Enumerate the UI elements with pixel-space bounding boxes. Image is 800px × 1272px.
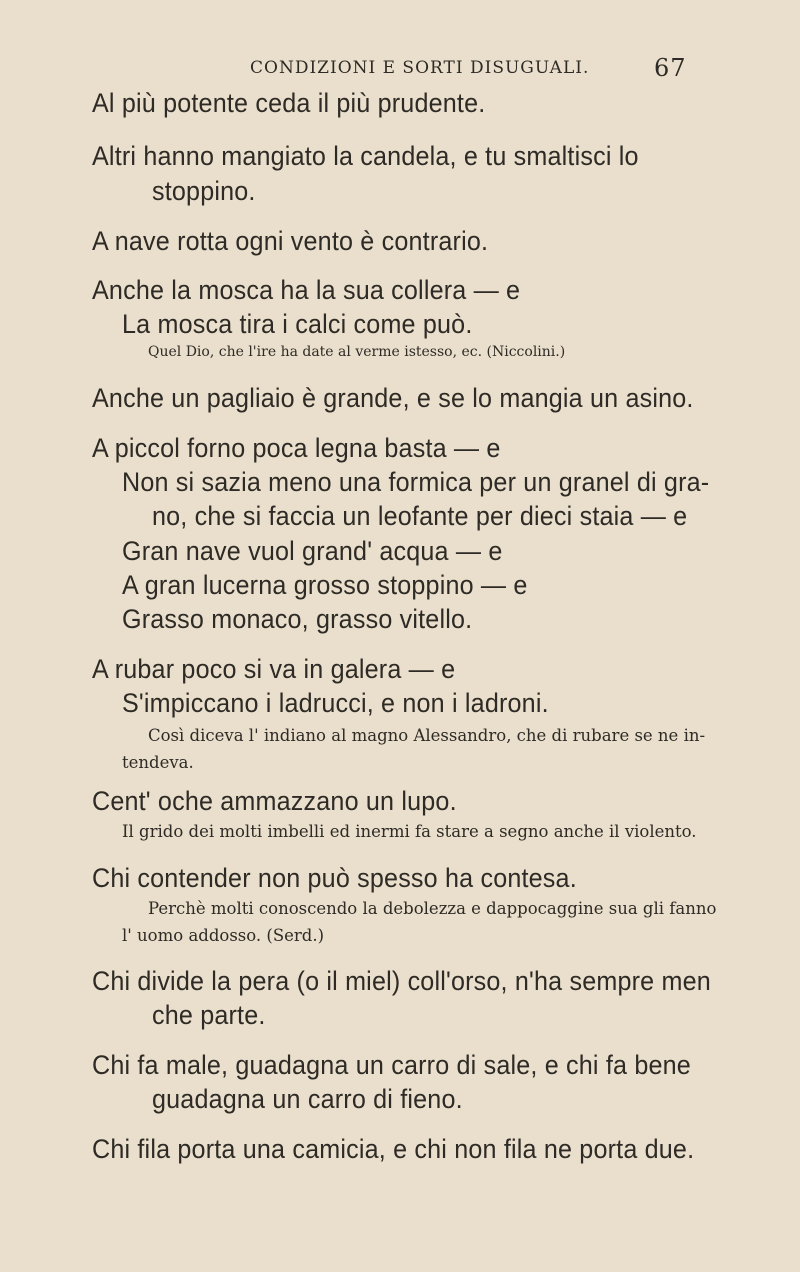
proverb-line: Chi fa male, guadagna un carro di sale, e chi fa bene — [92, 1050, 691, 1080]
proverb-line: guadagna un carro di fieno. — [152, 1084, 463, 1114]
proverb-line: Anche la mosca ha la sua collera — e — [92, 275, 521, 305]
commentary-line: Quel Dio, che l'ire ha date al verme istesso, ec. (Niccolini.) — [148, 344, 566, 360]
proverb-line: Anche un pagliaio è grande, e se lo mangia un asino. — [92, 383, 694, 413]
proverb-line: Chi contender non può spesso ha contesa. — [92, 863, 577, 893]
commentary-line: l' uomo addosso. (Serd.) — [122, 926, 325, 945]
commentary-line: Il grido dei molti imbelli ed inermi fa stare a segno anche il violento. — [122, 822, 697, 841]
commentary-line: Perchè molti conoscendo la debolezza e dappocaggine sua gli fanno — [148, 899, 717, 918]
commentary-line: tendeva. — [122, 753, 194, 772]
proverb-line: Cent' oche ammazzano un lupo. — [92, 786, 457, 816]
proverb-line: Non si sazia meno una formica per un granel di gra- — [122, 467, 710, 497]
proverb-line: A gran lucerna grosso stoppino — e — [122, 570, 528, 600]
proverb-line: stoppino. — [152, 176, 256, 206]
proverb-line: Chi divide la pera (o il miel) coll'orso, n'ha sempre men — [92, 966, 711, 996]
proverb-line: A nave rotta ogni vento è contrario. — [92, 226, 489, 256]
proverb-line: Chi fila porta una camicia, e chi non fila ne porta due. — [92, 1134, 695, 1164]
page-number: 67 — [654, 54, 687, 82]
proverb-line: S'impiccano i ladrucci, e non i ladroni. — [122, 688, 549, 718]
proverb-line: Altri hanno mangiato la candela, e tu smaltisci lo — [92, 141, 639, 171]
proverb-line: no, che si faccia un leofante per dieci staia — e — [152, 501, 688, 531]
proverb-line: A rubar poco si va in galera — e — [92, 654, 456, 684]
proverb-line: A piccol forno poca legna basta — e — [92, 433, 501, 463]
proverb-line: che parte. — [152, 1000, 266, 1030]
proverb-line: Al più potente ceda il più prudente. — [92, 88, 486, 118]
proverb-line: La mosca tira i calci come può. — [122, 309, 473, 339]
header-title: CONDIZIONI E SORTI DISUGUALI. — [250, 58, 590, 78]
proverb-line: Grasso monaco, grasso vitello. — [122, 604, 473, 634]
commentary-line: Così diceva l' indiano al magno Alessandro, che di rubare se ne in- — [148, 726, 706, 745]
proverb-line: Gran nave vuol grand' acqua — e — [122, 536, 503, 566]
